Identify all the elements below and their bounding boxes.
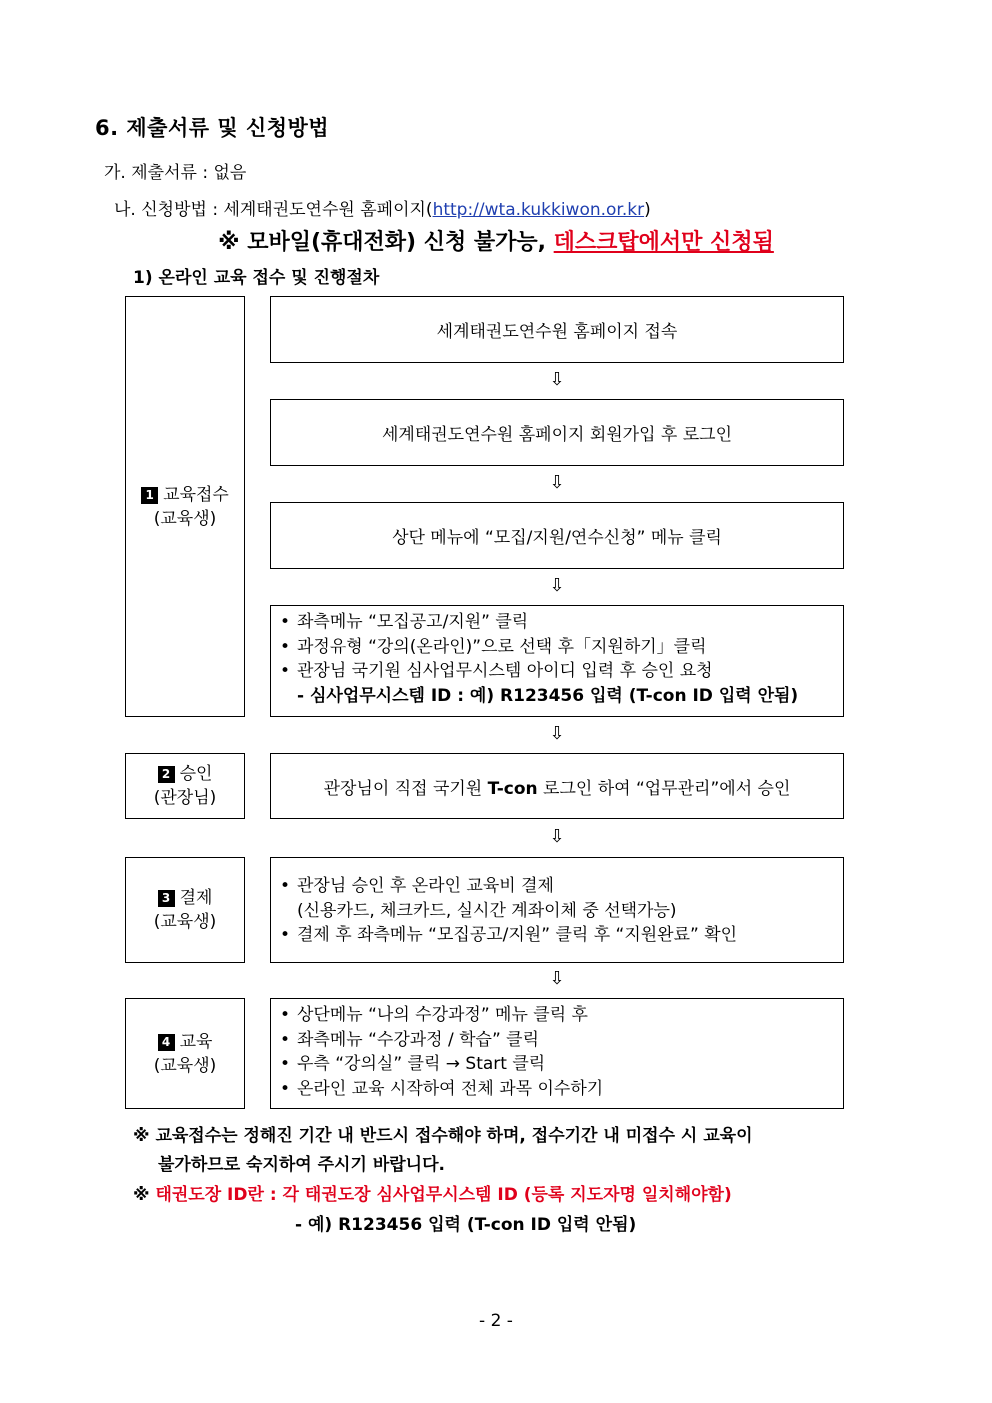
notice-desktop-only: 데스크탑에서만 신청됨 (553, 230, 774, 255)
documents-line: 가. 제출서류 : 없음 (104, 163, 247, 183)
flow-box-education (270, 998, 844, 1109)
list-item: • 관장님 승인 후 온라인 교육비 결제 (280, 874, 843, 899)
bullet-icon: • (280, 636, 291, 657)
list-item: • 관장님 국기원 심사업무시스템 아이디 입력 후 승인 요청 (280, 659, 843, 684)
list-item: • 온라인 교육 시작하여 전체 과목 이수하기 (280, 1077, 843, 1102)
step-3-box (125, 857, 245, 963)
step-2-number-icon: 2 (158, 766, 175, 783)
list-item: • 좌측메뉴 “모집공고/지원” 클릭 (280, 610, 843, 635)
notice-text: ※ 모바일(휴대전화) 신청 불가능, (218, 230, 554, 255)
bullet-icon: • (280, 612, 291, 632)
list-item: • 우측 “강의실” 클릭 → Start 클릭 (280, 1052, 843, 1077)
section-title: 6. 제출서류 및 신청방법 (95, 116, 330, 140)
flow-box-menu-text: 상단 메뉴에 “모집/지원/연수신청” 메뉴 클릭 (392, 528, 722, 548)
method-suffix: ) (644, 200, 651, 220)
dojang-id-footnote: ※ 태권도장 ID란 : 각 태권도장 심사업무시스템 ID (등록 지도자명 일치해야함) (133, 1185, 732, 1205)
down-arrow-icon: ⇩ (549, 369, 565, 390)
list-item: • 상단메뉴 “나의 수강과정” 메뉴 클릭 후 (280, 1003, 843, 1028)
down-arrow-icon: ⇩ (549, 723, 565, 744)
down-arrow-icon: ⇩ (549, 826, 565, 847)
step-4-label: 교육 (179, 1031, 213, 1052)
step-4-number-icon: 4 (158, 1034, 175, 1051)
list-item: • 좌측메뉴 “수강과정 / 학습” 클릭 (280, 1028, 843, 1053)
bullet-icon: • (280, 1078, 291, 1099)
homepage-link[interactable]: http://wta.kukkiwon.or.kr (432, 200, 645, 220)
flow-box-access (270, 296, 844, 363)
step-1-who: (교육생) (153, 508, 217, 529)
step-4-box (125, 998, 245, 1109)
flow-box-approval-text: 관장님이 직접 국기원 T-con 로그인 하여 “업무관리”에서 승인 (323, 778, 791, 799)
dojang-id-example: - 예) R123456 입력 (T-con ID 입력 안됨) (295, 1215, 637, 1235)
step-4-who: (교육생) (153, 1055, 217, 1076)
down-arrow-icon: ⇩ (549, 472, 565, 493)
list-item: • 과정유형 “강의(온라인)”으로 선택 후「지원하기」클릭 (280, 635, 843, 660)
flow-box-apply (270, 605, 844, 717)
step-3-who: (교육생) (153, 912, 217, 932)
apply-id-note: - 심사업무시스템 ID : 예) R123456 입력 (T-con ID 입력 안됨) (297, 685, 799, 706)
step-3-label: 결제 (179, 888, 213, 908)
step-1-title (141, 483, 229, 507)
flow-box-login (270, 399, 844, 466)
step-2-box (125, 753, 245, 819)
step-4-title (158, 1030, 213, 1054)
step-1-label: 교육접수 (163, 484, 229, 505)
step-1-box (125, 296, 245, 717)
step-2-label: 승인 (179, 764, 213, 784)
registration-footnote: ※ 교육접수는 정해진 기간 내 반드시 접수해야 하며, 접수기간 내 미접수 시 교육이 불가하므로 숙지하여 주시기 바랍니다. (133, 1126, 753, 1175)
mobile-notice (0, 225, 992, 256)
bullet-icon: • (280, 1005, 291, 1025)
flow-box-login-text: 세계태권도연수원 홈페이지 회원가입 후 로그인 (381, 425, 733, 445)
page-number: - 2 - (479, 1311, 513, 1331)
flow-box-approval (270, 753, 844, 819)
step-1-number-icon: 1 (141, 487, 158, 504)
list-item: (신용카드, 체크카드, 실시간 계좌이체 중 선택가능) (297, 900, 677, 921)
method-line (114, 195, 651, 220)
method-prefix: 나. 신청방법 : 세계태권도연수원 홈페이지( (114, 200, 433, 220)
process-subtitle: 1) 온라인 교육 접수 및 진행절차 (133, 268, 380, 288)
down-arrow-icon: ⇩ (549, 968, 565, 989)
flow-box-access-text: 세계태권도연수원 홈페이지 접속 (436, 322, 678, 342)
bullet-icon: • (280, 1029, 291, 1050)
down-arrow-icon: ⇩ (549, 575, 565, 596)
step-3-title (158, 886, 213, 910)
list-item: • 결제 후 좌측메뉴 “모집공고/지원” 클릭 후 “지원완료” 확인 (280, 923, 843, 948)
step-2-title (158, 762, 213, 786)
flow-box-menu (270, 502, 844, 569)
bullet-icon: • (280, 925, 291, 945)
step-3-number-icon: 3 (158, 890, 175, 907)
bullet-icon: • (280, 876, 291, 896)
bullet-icon: • (280, 661, 291, 681)
flow-box-payment (270, 857, 844, 963)
step-2-who: (관장님) (153, 788, 217, 808)
bullet-icon: • (280, 1054, 291, 1074)
